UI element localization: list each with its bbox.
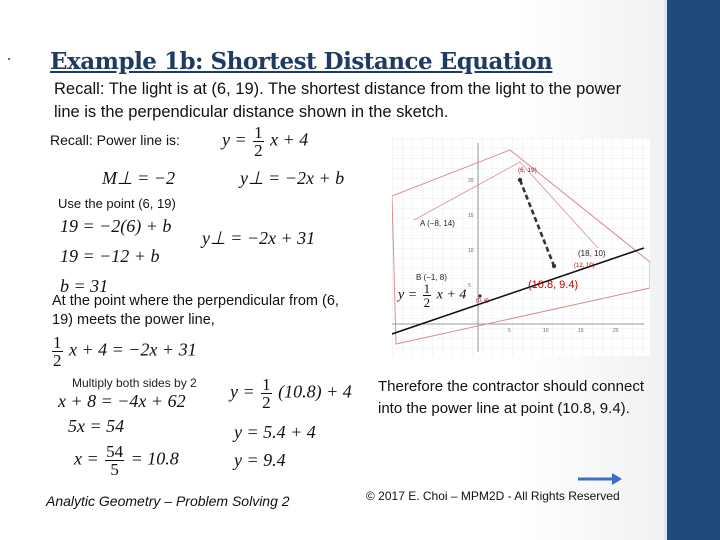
intersection-point	[552, 264, 556, 268]
point-b-label: B (−1, 8)	[416, 273, 447, 282]
x-tick-20: 20	[613, 328, 619, 334]
point-a-label: A (−8, 14)	[420, 219, 455, 228]
x-solution: x = $\frac{54}{5}$ = 10.8	[74, 442, 179, 479]
next-arrow-icon[interactable]	[576, 470, 624, 488]
multiply-note: Multiply both sides by 2	[72, 376, 197, 390]
use-point-text: Use the point (6, 19)	[58, 196, 176, 211]
y-intercept-label: (0, 4)	[476, 298, 489, 304]
y-solution: y = 9.4	[234, 450, 286, 470]
light-label: (6, 19)	[518, 167, 537, 174]
conclusion-text: Therefore the contractor should connect into the power line at point (10.8, 9.4).	[378, 378, 644, 417]
b-value: b = 31	[60, 276, 109, 296]
substitution-step-1: 19 = −2(6) + b	[60, 216, 172, 236]
y-substitution-1: y = $\frac{1}{2}$ (10.8) + 4	[230, 375, 352, 412]
perpendicular-slope: M⊥ = −2	[102, 168, 175, 188]
multiply-step-2: 5x = 54	[68, 416, 125, 436]
y-tick-10: 10	[468, 248, 474, 254]
corner-dot	[8, 58, 10, 60]
intro-text: Recall: The light is at (6, 19). The shortest distance from the light to the power line is the perpendicular distance shown in the sketch.	[54, 80, 622, 121]
footer-copyright: © 2017 E. Choi – MPM2D - All Rights Reserved	[366, 489, 620, 503]
sketch-graph	[392, 138, 650, 356]
graph-line-equation: y = $\frac{1}{2}$ x + 4	[398, 281, 467, 310]
point-c-label: (18, 10)	[578, 249, 606, 258]
x-tick-5: 5	[508, 328, 511, 334]
page-title: Example 1b: Shortest Distance Equation	[50, 48, 553, 75]
y-tick-15: 15	[468, 213, 474, 219]
substitution-step-2: 19 = −12 + b	[60, 246, 160, 266]
x-tick-10: 10	[543, 328, 549, 334]
right-sidebar-band	[664, 0, 720, 540]
point-d-label: (12, 10)	[574, 263, 595, 269]
intersection-label: (10.8, 9.4)	[528, 279, 579, 291]
perpendicular-equation: y⊥ = −2x + b	[240, 168, 345, 188]
y-substitution-2: y = 5.4 + 4	[234, 422, 316, 442]
multiply-step-1: x + 8 = −4x + 62	[58, 391, 186, 411]
x-tick-15: 15	[578, 328, 584, 334]
light-point	[518, 178, 522, 182]
y-tick-20: 20	[468, 178, 474, 184]
intersection-equation: $\frac{1}{2}$ x + 4 = −2x + 31	[53, 333, 197, 370]
meet-text: At the point where the perpendicular from (6, 19) meets the power line,	[52, 293, 339, 328]
y-tick-5: 5	[468, 283, 471, 289]
perpendicular-final-equation: y⊥ = −2x + 31	[202, 228, 316, 248]
power-line-equation: y = $\frac{1}{2}$ x + 4	[222, 123, 309, 160]
recall-label: Recall: Power line is:	[50, 132, 180, 148]
graph-svg	[392, 138, 650, 356]
footer-course-title: Analytic Geometry – Problem Solving 2	[46, 493, 290, 509]
